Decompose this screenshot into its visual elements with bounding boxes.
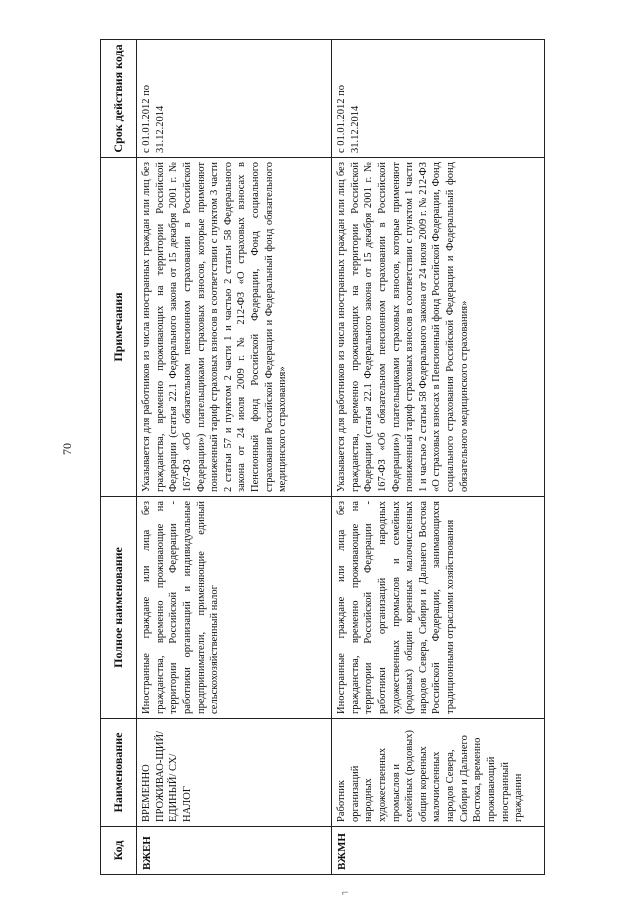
row-full-name: Иностранные граждане или лица без гражданства, временно проживающие на территории Российской Федерации - работники организаций и индивидуальные предприниматели, применяющие единый сельскохозяйственный налог: [137, 497, 332, 719]
row-notes: Указывается для работников из числа иностранных граждан или лиц без гражданства, временно проживающих на территории Российской Федерации (статья 22.1 Федерального закона от 15 декабря 2001 г. № 167-ФЗ «Об обязательном пенсионном страховании в Российской Федерации») плательщиками страховых взносов, которые применяют пониженный тариф страховых взносов в соответствии с пунктом 1 части 1 и частью 2 статьи 58 Федерального закона от 24 июля 2009 г. № 212-ФЗ «О страховых взносах в Пенсионный фонд Российской Федерации, Фонд социального страхования Российской Федерации и Федеральный фонд обязательного медицинского страхования»: [332, 158, 545, 497]
header-period: Срок действия кода: [101, 40, 137, 158]
header-name: Наименование: [101, 719, 137, 827]
table-row: [137, 40, 332, 875]
row-code: ВЖЕН: [137, 827, 332, 875]
row-code: ВЖМН: [332, 827, 545, 875]
row-name: ВРЕМЕННО ПРОЖИВАО-ЩИЙ/ ЕДИНЫЙ/ СХ/НАЛОГ: [137, 719, 332, 827]
row-period: с 01.01.2012 по 31.12.2014: [332, 40, 545, 158]
header-notes: Примечания: [101, 158, 137, 497]
header-full-name: Полное наименование: [101, 497, 137, 719]
codes-table: [100, 39, 545, 875]
header-code: Код: [101, 827, 137, 875]
row-notes: Указывается для работников из числа иностранных граждан или лиц без гражданства, временно проживающих на территории Российской Федерации (статья 22.1 Федерального закона от 15 декабря 2001 г. № 167-ФЗ «Об обязательном пенсионном страховании в Российской Федерации») плательщиками страховых взносов, которые применяют пониженный тариф страховых взносов в соответствии с пунктом 3 части 2 статьи 57 и пунктом 2 части 1 и частью 2 статьи 58 Федерального закона от 24 июля 2009 г. № 212-ФЗ «О страховых взносах в Пенсионный фонд Российской Федерации, Фонд социального страхования Российской Федерации и Федеральный фонд обязательного медицинского страхования»: [137, 158, 332, 497]
row-period: с 01.01.2012 по 31.12.2014: [137, 40, 332, 158]
rotated-table-container: [100, 40, 545, 875]
row-full-name: Иностранные граждане или лица без гражданства, временно проживающие на территории Российской Федерации - работники организаций народных художественных промыслов и семейных (родовых) общин коренных малочисленных народов Севера, Сибири и Дальнего Востока Российской Федерации, занимающихся традиционными отраслями хозяйствования: [332, 497, 545, 719]
margin-pen-mark: ⌐: [342, 885, 349, 899]
table-row: [332, 40, 545, 875]
row-name: Работник организаций народных художественных промыслов и семейных (родовых) общин коренных малочисленных народов Севера, Сибири и Дальнего Востока, временно проживающий иностранный гражданин: [332, 719, 545, 827]
page-number: 70: [60, 443, 74, 455]
table-header-row: [101, 40, 137, 875]
